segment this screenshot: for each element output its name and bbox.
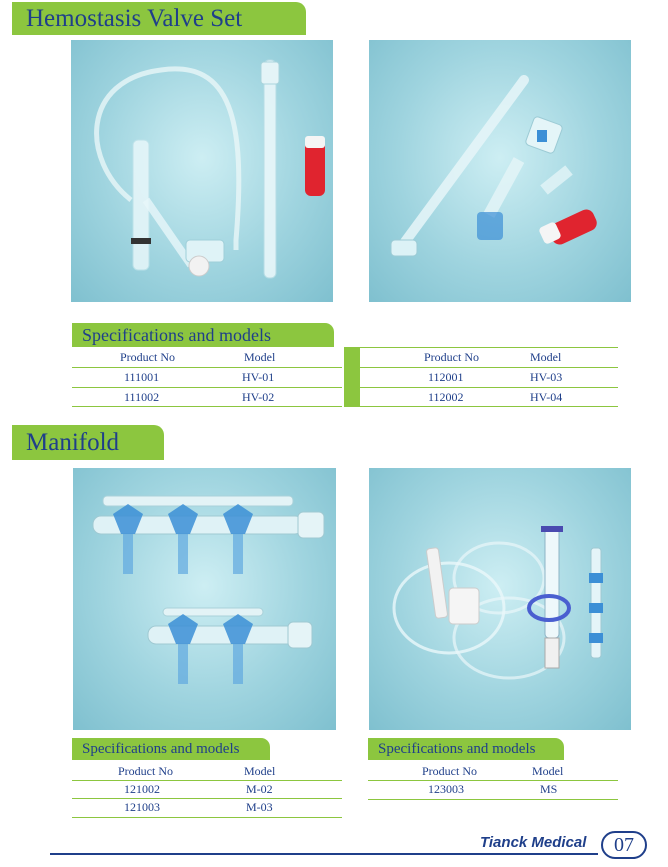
product-no: 111001: [124, 370, 160, 384]
model: HV-03: [530, 370, 563, 384]
column-header-product-no: Product No: [422, 764, 477, 778]
product-no: 112001: [428, 370, 464, 384]
table-header: [368, 761, 618, 781]
footer-brand: Tianck Medical: [480, 834, 587, 851]
product-no: 121003: [124, 800, 160, 814]
column-header-model: Model: [244, 350, 276, 364]
hemostasis-valve-photo-1: [71, 40, 333, 302]
spec-heading-hemostasis: Specifications and models: [72, 323, 334, 347]
table-row: [360, 387, 618, 407]
page-number: 07: [601, 831, 647, 859]
spec-table-manifold-1: [72, 762, 342, 818]
product-no: 123003: [428, 782, 464, 796]
manifold-photo-1: [73, 468, 336, 730]
table-row: [72, 797, 342, 817]
model: MS: [540, 782, 558, 796]
column-header-product-no: Product No: [424, 350, 479, 364]
table-row: [368, 779, 618, 799]
footer-rule: [50, 853, 598, 855]
table-header: [72, 347, 342, 367]
model: HV-04: [530, 390, 563, 404]
table-row: [360, 367, 618, 387]
model: HV-02: [242, 390, 275, 404]
product-no: 121002: [124, 782, 160, 796]
spec-table-manifold-2: [368, 762, 618, 802]
hemostasis-valve-photo-2: [369, 40, 631, 302]
spec-table-hemostasis-left: [72, 347, 342, 407]
model: M-02: [246, 782, 273, 796]
column-header-product-no: Product No: [118, 764, 173, 778]
table-header: [360, 347, 618, 367]
manifold-set-photo: [369, 468, 631, 730]
table-row: [72, 367, 342, 387]
column-header-product-no: Product No: [120, 350, 175, 364]
column-header-model: Model: [244, 764, 276, 778]
section-title-manifold: Manifold: [12, 425, 164, 460]
table-header: [72, 761, 342, 781]
table-divider: [344, 347, 360, 407]
table-row: [72, 779, 342, 799]
model: M-03: [246, 800, 273, 814]
product-no: 111002: [124, 390, 160, 404]
column-header-model: Model: [530, 350, 562, 364]
table-row: [72, 387, 342, 407]
column-header-model: Model: [532, 764, 564, 778]
spec-heading-manifold-1: Specifications and models: [72, 738, 270, 760]
section-title-hemostasis: Hemostasis Valve Set: [12, 2, 306, 35]
product-no: 112002: [428, 390, 464, 404]
spec-table-hemostasis-right: [360, 347, 618, 407]
model: HV-01: [242, 370, 275, 384]
spec-heading-manifold-2: Specifications and models: [368, 738, 564, 760]
